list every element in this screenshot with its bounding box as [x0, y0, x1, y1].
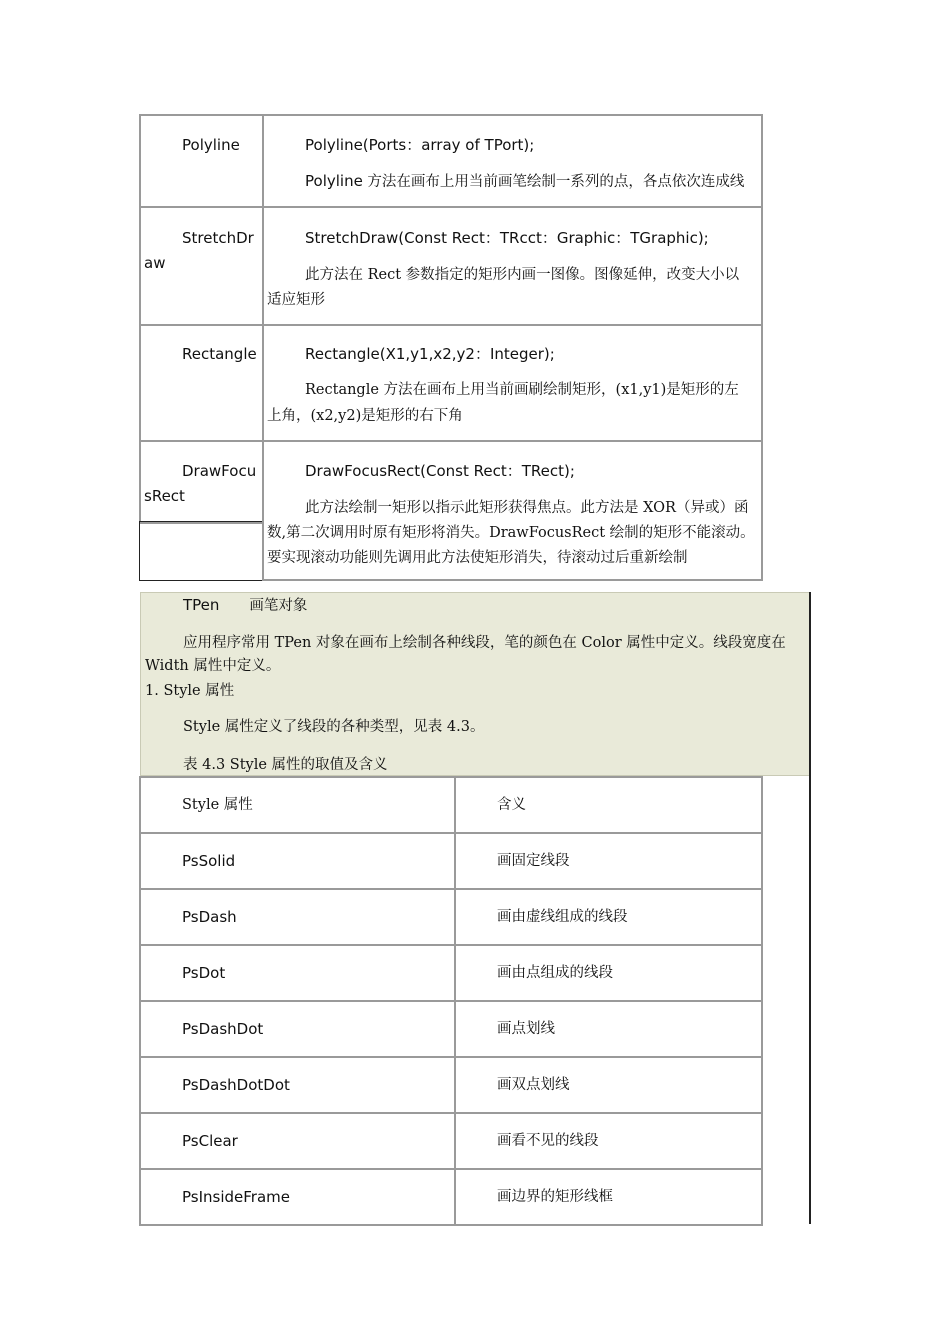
section-heading: 1. Style 属性 [145, 683, 235, 699]
method-desc-cell [262, 206, 763, 326]
style-meaning: 画点划线 [497, 1021, 555, 1037]
method-name-cell [139, 324, 264, 442]
method-description-cont: 要实现滚动功能则先调用此方法使矩形消失，待滚动过后重新绘制 [267, 550, 688, 566]
method-name: Rectangle [182, 345, 257, 363]
right-rule [809, 592, 811, 1224]
table-cell [139, 1000, 456, 1058]
table-header-cell [139, 776, 456, 834]
style-meaning: 画由点组成的线段 [497, 965, 613, 981]
table-cell [454, 1056, 763, 1114]
method-syntax: DrawFocusRect(Const Rect：TRect); [305, 462, 575, 480]
method-description: 此方法绘制一矩形以指示此矩形获得焦点。此方法是 XOR（异或）函 [305, 500, 749, 516]
table-cell [139, 1112, 456, 1170]
empty-cell [139, 521, 264, 581]
style-value: PsInsideFrame [182, 1188, 290, 1206]
method-name: Polyline [182, 136, 240, 154]
table-header-cell [454, 776, 763, 834]
table-header-label: Style 属性 [182, 797, 253, 813]
method-desc-cell [262, 114, 763, 208]
method-name-cont: aw [144, 254, 166, 272]
style-value: PsDashDot [182, 1020, 264, 1038]
table-cell [454, 888, 763, 946]
style-meaning: 画由虚线组成的线段 [497, 909, 628, 925]
method-name: StretchDr [182, 229, 254, 247]
method-name-cell [139, 440, 264, 524]
table-cell [454, 1112, 763, 1170]
table-cell [139, 888, 456, 946]
table-cell [139, 1168, 456, 1226]
style-value: PsSolid [182, 852, 236, 870]
method-description-cont: 数,第二次调用时原有矩形将消失。DrawFocusRect 绘制的矩形不能滚动。 [267, 525, 755, 541]
method-description [305, 169, 744, 195]
method-desc-cell [262, 440, 763, 581]
method-description-cont: 适应矩形 [267, 292, 325, 308]
method-name-cell [139, 114, 264, 208]
table-cell [139, 832, 456, 890]
style-value: PsDashDotDot [182, 1076, 290, 1094]
style-value: PsDot [182, 964, 226, 982]
table-cell [454, 1000, 763, 1058]
section-description: Style 属性定义了线段的各种类型，见表 4.3。 [183, 719, 485, 735]
tpen-section [140, 592, 810, 776]
table-caption: 表 4.3 Style 属性的取值及含义 [183, 757, 388, 773]
method-syntax: Rectangle(X1,y1,x2,y2：Integer); [305, 345, 555, 363]
tpen-heading-desc: 画笔对象 [249, 598, 308, 614]
method-description-text: 方法在画布上用当前画笔绘制一系列的点，各点依次连成线 [362, 174, 745, 190]
method-syntax: StretchDraw(Const Rect：TRcct：Graphic：TGraphic); [305, 229, 709, 247]
tpen-intro-cont: Width 属性中定义。 [145, 658, 281, 674]
tpen-heading [183, 593, 307, 619]
tpen-intro: 应用程序常用 TPen 对象在画布上绘制各种线段，笔的颜色在 Color 属性中定义。线段宽度在 [183, 635, 786, 651]
style-value: PsClear [182, 1132, 238, 1150]
method-description-cont: 上角，(x2,y2)是矩形的右下角 [267, 408, 463, 424]
style-meaning: 画边界的矩形线框 [497, 1189, 613, 1205]
table-cell [454, 832, 763, 890]
table-cell [454, 1168, 763, 1226]
method-desc-cell [262, 324, 763, 442]
method-syntax: Polyline(Ports：array of TPort); [305, 136, 535, 154]
method-name-cell [139, 206, 264, 326]
style-meaning: 画固定线段 [497, 853, 570, 869]
table-header-label: 含义 [497, 797, 526, 813]
method-description-keyword: Polyline [305, 172, 363, 190]
method-description: Rectangle 方法在画布上用当前画刷绘制矩形，(x1,y1)是矩形的左 [305, 382, 739, 398]
tpen-heading-name: TPen [183, 596, 220, 614]
style-meaning: 画双点划线 [497, 1077, 570, 1093]
table-cell [139, 944, 456, 1002]
table-cell [139, 1056, 456, 1114]
table-cell [454, 944, 763, 1002]
method-description: 此方法在 Rect 参数指定的矩形内画一图像。图像延伸，改变大小以 [305, 267, 740, 283]
method-name-cont: sRect [144, 487, 185, 505]
style-value: PsDash [182, 908, 237, 926]
method-name: DrawFocu [182, 462, 257, 480]
style-meaning: 画看不见的线段 [497, 1133, 599, 1149]
